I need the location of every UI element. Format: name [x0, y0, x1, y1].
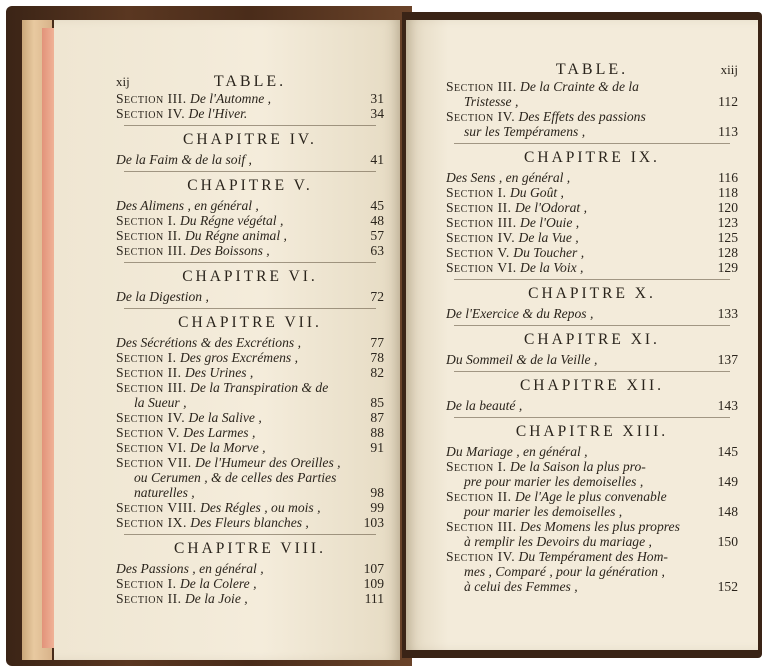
entry-page-number: 88 [370, 425, 384, 440]
section-label: Section I. [116, 350, 177, 365]
toc-continuation [446, 94, 738, 109]
entry-page-number: 34 [370, 106, 384, 121]
toc-entry [116, 515, 384, 530]
entry-page-number: 123 [717, 215, 738, 230]
toc-entry-text [116, 350, 350, 365]
entry-page-number: 103 [363, 515, 384, 530]
right-page-content [446, 62, 738, 594]
entry-title: pour marier les demoiselles , [464, 504, 623, 519]
toc-entry-text [116, 289, 350, 304]
toc-entry [446, 109, 738, 124]
chapter-rule [454, 371, 730, 372]
toc-entry-text [446, 549, 704, 564]
toc-entry [446, 459, 738, 474]
section-label: Section III. [446, 519, 517, 534]
entry-title: Du Goût , [509, 185, 564, 200]
toc-entry-text [446, 534, 704, 549]
entry-page-number: 78 [370, 350, 384, 365]
entry-title: naturelles , [134, 485, 195, 500]
entry-page-number: 113 [718, 124, 738, 139]
toc-entry [116, 106, 384, 121]
entry-title: Des Effets des passions [518, 109, 646, 124]
toc-entry [116, 198, 384, 213]
section-label: Section II. [116, 365, 182, 380]
toc-entry-text [116, 440, 350, 455]
entry-title: Des Boissons , [190, 243, 270, 258]
section-label: Section I. [116, 213, 177, 228]
chapter-rule [454, 325, 730, 326]
running-head-right [446, 62, 738, 78]
section-label: Section IV. [116, 106, 186, 121]
section-label: Section IV. [446, 230, 516, 245]
toc-entry [116, 500, 384, 515]
chapter-rule [124, 534, 376, 535]
running-head-left [116, 74, 384, 90]
chapter-heading: CHAPITRE V. [187, 177, 313, 194]
section-label: Section IX. [116, 515, 187, 530]
toc-entry-text [116, 395, 350, 410]
chapter-rule [124, 125, 376, 126]
chapter-rule [454, 143, 730, 144]
entry-page-number: 143 [717, 398, 738, 413]
entry-page-number: 129 [717, 260, 738, 275]
entry-page-number: 148 [717, 504, 738, 519]
running-title: TABLE. [555, 61, 629, 78]
entry-page-number: 137 [717, 352, 738, 367]
chapter-heading: CHAPITRE IX. [524, 149, 660, 166]
section-label: Section I. [446, 459, 507, 474]
chapter-rule [124, 171, 376, 172]
toc-entry-text [116, 470, 350, 485]
chapter-heading: CHAPITRE XIII. [515, 423, 669, 440]
toc-entry [116, 455, 384, 470]
entry-page-number: 125 [717, 230, 738, 245]
chapter-rule [454, 417, 730, 418]
left-page-content [116, 74, 384, 606]
entry-page-number: 107 [363, 561, 384, 576]
entry-page-number: 57 [370, 228, 384, 243]
toc-entry-text [446, 444, 704, 459]
entry-title: De la Voix , [520, 260, 584, 275]
entry-page-number: 87 [370, 410, 384, 425]
toc-entry [446, 245, 738, 260]
entry-page-number: 149 [717, 474, 738, 489]
toc-entry-text [116, 152, 350, 167]
entry-title: Des Urines , [184, 365, 254, 380]
entry-page-number: 48 [370, 213, 384, 228]
toc-entry [116, 380, 384, 395]
toc-entry-text [446, 94, 704, 109]
entry-page-number: 133 [717, 306, 738, 321]
entry-title: De la Transpiration & de [190, 380, 329, 395]
toc-continuation [446, 124, 738, 139]
entry-title: De la Digestion , [116, 289, 209, 304]
entry-title: ou Cerumen , & de celles des Parties [134, 470, 337, 485]
entry-page-number: 99 [370, 500, 384, 515]
entry-title: De la Colere , [179, 576, 257, 591]
toc-entry-text [116, 365, 350, 380]
chapter-rule [124, 308, 376, 309]
left-page [54, 20, 400, 660]
toc-entries-right [446, 79, 738, 594]
section-label: Section III. [116, 91, 187, 106]
toc-entry-text [446, 579, 704, 594]
toc-entry [446, 444, 738, 459]
section-label: Section III. [116, 380, 187, 395]
entry-title: De la beauté , [446, 398, 523, 413]
section-label: Section V. [116, 425, 180, 440]
entry-title: De la Morve , [190, 440, 266, 455]
toc-entry [116, 576, 384, 591]
toc-entry-text [446, 200, 704, 215]
toc-entry-text [116, 455, 350, 470]
toc-entry-text [446, 489, 704, 504]
toc-entry [116, 425, 384, 440]
entry-title: De l'Hiver. [188, 106, 248, 121]
toc-entry-text [116, 198, 350, 213]
entry-title: De la Crainte & de la [520, 79, 639, 94]
entry-title: Des Sens , en général , [446, 170, 571, 185]
section-label: Section II. [446, 200, 512, 215]
section-label: Section VIII. [116, 500, 197, 515]
toc-entry [446, 306, 738, 321]
toc-entry-text [116, 561, 350, 576]
entry-title: De l'Odorat , [514, 200, 587, 215]
toc-entry [446, 215, 738, 230]
entry-page-number: 77 [370, 335, 384, 350]
section-label: Section IV. [116, 410, 186, 425]
toc-entry-text [116, 213, 350, 228]
entry-title: Du Tempérament des Hom- [518, 549, 668, 564]
toc-entry [446, 200, 738, 215]
toc-entry-text [446, 170, 704, 185]
chapter-heading: CHAPITRE XII. [519, 377, 665, 394]
toc-entry-text [446, 185, 704, 200]
toc-entry [446, 185, 738, 200]
entry-title: De la Vue , [518, 230, 579, 245]
toc-entry-text [116, 485, 350, 500]
toc-entry-text [116, 106, 350, 121]
toc-entry [116, 213, 384, 228]
entry-title: Des Larmes , [183, 425, 256, 440]
entry-page-number: 128 [717, 245, 738, 260]
toc-entry [446, 170, 738, 185]
toc-entry-text [116, 335, 350, 350]
entry-page-number: 152 [717, 579, 738, 594]
toc-entry [116, 91, 384, 106]
toc-entry [446, 549, 738, 564]
toc-entry-text [116, 591, 350, 606]
toc-entry-text [446, 260, 704, 275]
page-number: xij [116, 74, 130, 89]
entry-title: Des Passions , en général , [116, 561, 264, 576]
toc-entry-text [116, 515, 350, 530]
toc-entry [446, 489, 738, 504]
entry-title: pre pour marier les demoiselles , [464, 474, 644, 489]
toc-continuation [446, 564, 738, 579]
toc-entry-text [116, 380, 350, 395]
toc-entry-text [446, 474, 704, 489]
entry-page-number: 85 [370, 395, 384, 410]
entry-title: Du Sommeil & de la Veille , [446, 352, 598, 367]
section-label: Section I. [116, 576, 177, 591]
entry-page-number: 150 [717, 534, 738, 549]
toc-continuation [446, 579, 738, 594]
section-label: Section III. [446, 79, 517, 94]
chapter-heading: CHAPITRE X. [528, 285, 656, 302]
open-book [6, 6, 766, 666]
toc-entry [116, 228, 384, 243]
entry-title: De l'Automne , [190, 91, 272, 106]
toc-entry-text [446, 109, 704, 124]
chapter-heading: CHAPITRE IV. [183, 131, 317, 148]
entry-page-number: 31 [370, 91, 384, 106]
section-label: Section VI. [116, 440, 187, 455]
toc-entry-text [116, 228, 350, 243]
toc-entry-text [116, 500, 350, 515]
entry-title: De la Joie , [184, 591, 248, 606]
right-page [406, 20, 758, 650]
toc-entry-text [446, 215, 704, 230]
entry-title: Des Fleurs blanches , [190, 515, 309, 530]
chapter-rule [454, 279, 730, 280]
toc-entry-text [116, 410, 350, 425]
toc-continuation [446, 504, 738, 519]
entry-page-number: 112 [718, 94, 738, 109]
entry-page-number: 116 [718, 170, 738, 185]
toc-entry [116, 243, 384, 258]
toc-entry-text [446, 564, 704, 579]
toc-entry-text [446, 79, 704, 94]
section-label: Section III. [446, 215, 517, 230]
entry-title: Du Régne animal , [184, 228, 287, 243]
entry-title: Des Sécrétions & des Excrétions , [116, 335, 301, 350]
toc-entry [116, 440, 384, 455]
toc-entry-text [446, 230, 704, 245]
entry-title: la Sueur , [134, 395, 187, 410]
running-title: TABLE. [213, 73, 287, 90]
entry-title: Du Toucher , [513, 245, 585, 260]
entry-page-number: 41 [370, 152, 384, 167]
entry-title: Du Mariage , en général , [446, 444, 588, 459]
section-label: Section IV. [446, 109, 516, 124]
chapter-heading: CHAPITRE XI. [524, 331, 660, 348]
toc-entry-text [446, 352, 704, 367]
entry-page-number: 82 [370, 365, 384, 380]
entry-title: De la Salive , [188, 410, 262, 425]
toc-entry-text [116, 243, 350, 258]
toc-entry-text [446, 245, 704, 260]
section-label: Section V. [446, 245, 510, 260]
section-label: Section I. [446, 185, 507, 200]
entry-title: sur les Tempéramens , [464, 124, 586, 139]
toc-continuation [446, 474, 738, 489]
entry-title: Du Régne végétal , [179, 213, 284, 228]
section-label: Section II. [116, 228, 182, 243]
entry-title: Des Momens les plus propres [520, 519, 680, 534]
entry-page-number: 63 [370, 243, 384, 258]
toc-entry [446, 519, 738, 534]
section-label: Section VI. [446, 260, 517, 275]
toc-entry-text [446, 504, 704, 519]
toc-entry-text [116, 425, 350, 440]
toc-entry [116, 591, 384, 606]
toc-entry [116, 561, 384, 576]
toc-entry-text [116, 576, 350, 591]
toc-entry [446, 260, 738, 275]
section-label: Section II. [116, 591, 182, 606]
entry-title: Tristesse , [464, 94, 519, 109]
entry-title: De la Saison la plus pro- [509, 459, 646, 474]
toc-entry [446, 398, 738, 413]
toc-entry-text [446, 459, 704, 474]
toc-continuation [446, 534, 738, 549]
entry-title: Des Régles , ou mois , [200, 500, 321, 515]
toc-entries-left [116, 91, 384, 606]
section-label: Section II. [446, 489, 512, 504]
entry-page-number: 72 [370, 289, 384, 304]
entry-page-number: 98 [370, 485, 384, 500]
entry-title: Des Alimens , en général , [116, 198, 259, 213]
toc-entry [446, 352, 738, 367]
toc-continuation [116, 485, 384, 500]
entry-title: De la Faim & de la soif , [116, 152, 252, 167]
entry-title: De l'Exercice & du Repos , [446, 306, 594, 321]
entry-title: Des gros Excrémens , [179, 350, 298, 365]
toc-entry [446, 230, 738, 245]
entry-page-number: 145 [717, 444, 738, 459]
entry-page-number: 45 [370, 198, 384, 213]
entry-page-number: 111 [364, 591, 384, 606]
toc-continuation [116, 470, 384, 485]
toc-entry-text [446, 306, 704, 321]
section-label: Section VII. [116, 455, 192, 470]
chapter-heading: CHAPITRE VII. [178, 314, 322, 331]
entry-title: De l'Humeur des Oreilles , [195, 455, 341, 470]
page-number: xiij [720, 62, 738, 77]
toc-entry [116, 365, 384, 380]
toc-entry [116, 410, 384, 425]
chapter-heading: CHAPITRE VI. [182, 268, 318, 285]
section-label: Section III. [116, 243, 187, 258]
entry-title: à celui des Femmes , [464, 579, 578, 594]
entry-title: De l'Ouie , [520, 215, 580, 230]
entry-title: De l'Age le plus convenable [514, 489, 667, 504]
toc-entry-text [446, 519, 704, 534]
entry-page-number: 120 [717, 200, 738, 215]
toc-entry [116, 335, 384, 350]
toc-entry [446, 79, 738, 94]
entry-title: à remplir les Devoirs du mariage , [464, 534, 652, 549]
toc-entry [116, 289, 384, 304]
toc-entry-text [446, 124, 704, 139]
section-label: Section IV. [446, 549, 516, 564]
chapter-rule [124, 262, 376, 263]
toc-continuation [116, 395, 384, 410]
entry-page-number: 109 [363, 576, 384, 591]
toc-entry [116, 350, 384, 365]
entry-page-number: 91 [370, 440, 384, 455]
entry-title: mes , Comparé , pour la génération , [464, 564, 665, 579]
toc-entry-text [116, 91, 350, 106]
chapter-heading: CHAPITRE VIII. [174, 540, 326, 557]
toc-entry-text [446, 398, 704, 413]
toc-entry [116, 152, 384, 167]
entry-page-number: 118 [718, 185, 738, 200]
